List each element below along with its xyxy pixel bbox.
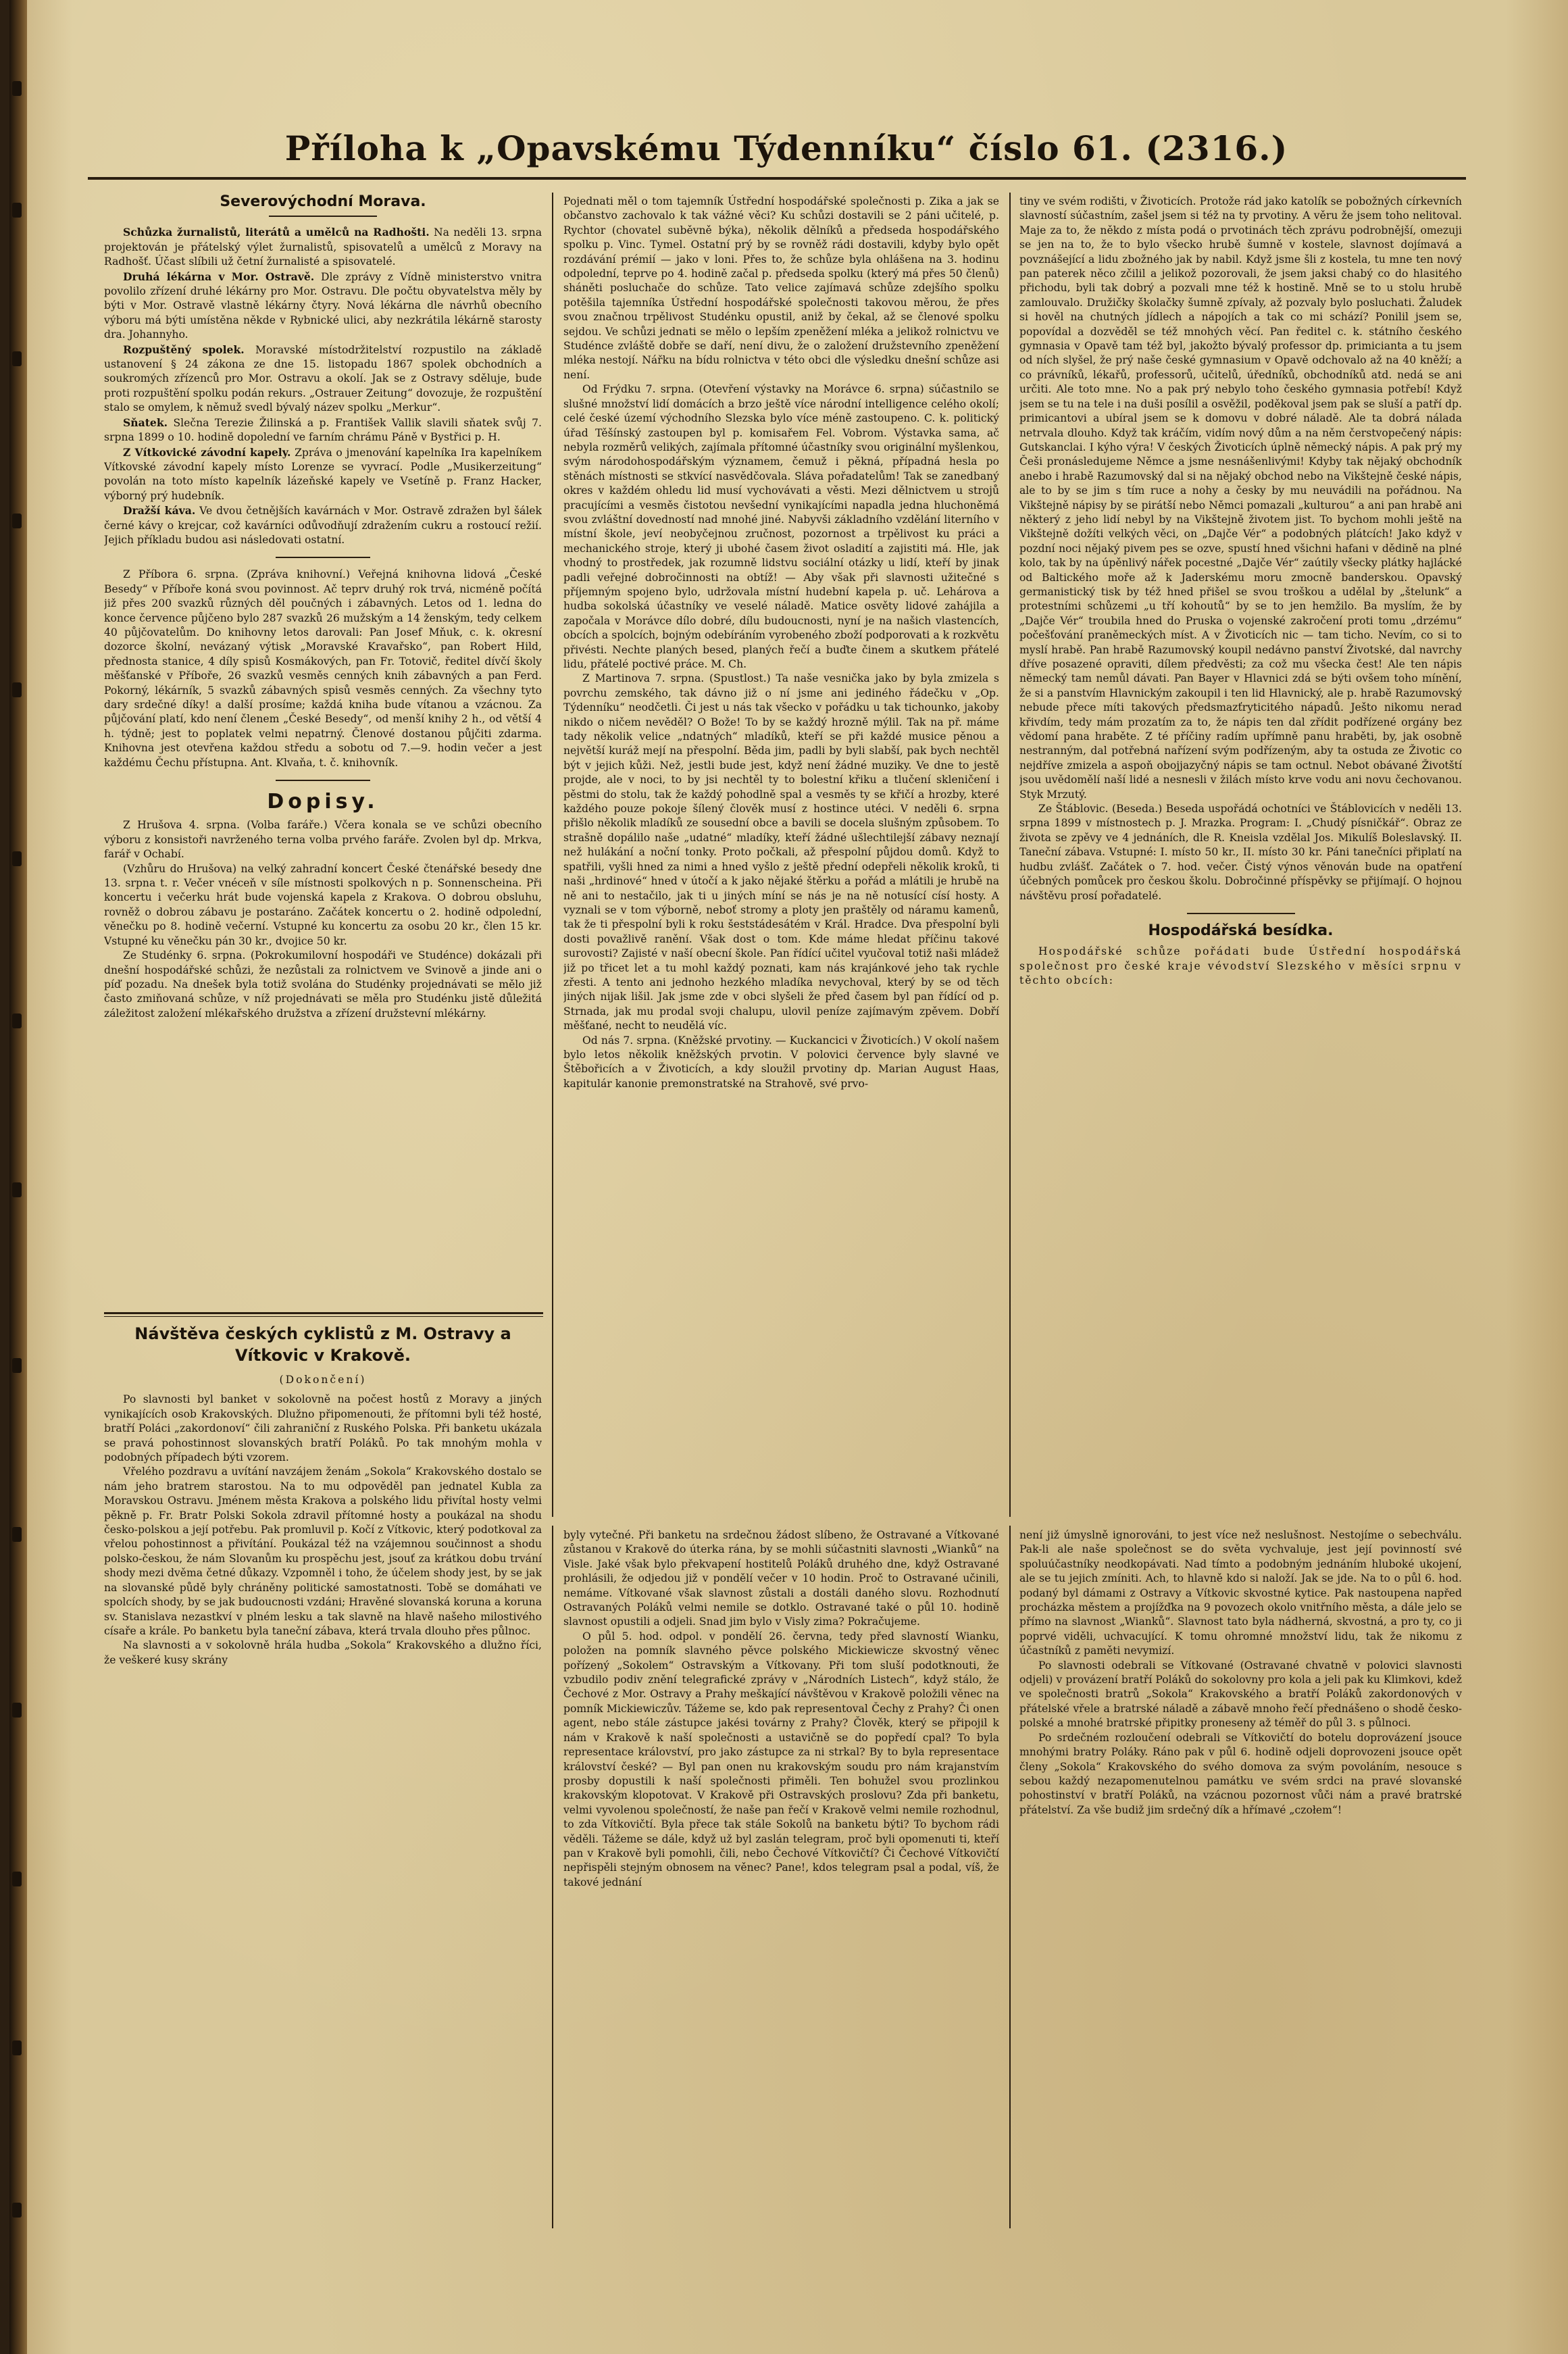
article-separator-top [104, 1312, 543, 1314]
header-rule [88, 177, 1466, 180]
section-title-dopisy: Dopisy. [267, 790, 379, 814]
article-stablovice: Ze Štáblovic. (Beseda.) Beseda uspořádá ochotníci ve Štáblovicích v neděli 13. srpna 1899 v místnostech p. J. Mrazka. Program: I. „Chudý písničkář“. Obraz ze života se zpěvy ve 4 jednáních, dle R. Kneisla vzdělal Jos. Mikulíš Boleslavský. II. Taneční zábava. Vstupné: I. místo 50 kr., II. místo 30 kr. Páni tanečníci připlatí na hudbu zvlášť. Začátek o 7. hod. večer. Čistý výnos věnován bude na opatření účebných pomůcek pro českou školu. Dobročinné příspěvky se přijímají. O hojnou návštěvu prosí pořadatelé. [1019, 803, 1462, 902]
article-hrusov-koncert: (Vzhůru do Hrušova) na velký zahradní koncert České čtenářské besedy dne 13. srpna t. r. Večer vnéceň v síle místnosti spolkových n p. Sonnenscheina. Při koncertu i večerku hrát bude vojenská kapela z Krakova. O dobrou obsluhu, rovněž o dobrou zábavu je postaráno. Začátek koncertu o 2. hodině odpolední, věnečku po 8. hodině večerní. Vstupné ku koncertu za osobu 20 kr., člen 15 kr. Vstupné ku věnečku pán 30 kr., dvojice 50 kr. [104, 862, 542, 947]
article-kava: Dražší káva. Ve dvou četnějších kavárnách v Mor. Ostravě zdražen byl šálek černé kávy o krejcar, což kavárníci odůvodňují zdražením cukru a rostoucí režií. Jejich příkladu budou asi následovati ostatní. [104, 504, 542, 546]
article-hrusov-volba: Z Hrušova 4. srpna. (Volba faráře.) Včera konala se ve schůzi obecního výboru z konsistoři navrženého terna volba prvého faráře. Zvolen byl dp. Mrkva, farář v Ochabí. [104, 819, 542, 861]
column-3 [1019, 195, 1462, 1505]
navsteva-cont-1: byly vytečné. Při banketu na srdečnou žádost slíbeno, že Ostravané a Vítkované zůstanou v Krakově do úterka rána, by se mohli súčastniti slavnosti „Wianků“ na Visle. Jaké však bylo překvapení hostitelů Poláků druhého dne, když Ostravané prohlásili, že odjedou již v pondělí večer v 10 hodin. Proč to Ostravané učinili, nemáme. Vítkované však slavnost zůstali a dostáli daného slovu. Rozhodnutí Ostravaných Poláků velmi nemile se dotklo. Ostravané také o půl 10. hodině slavnost opustili a odjeli. Snad jim bylo v Visly zima? Pokračujeme. [563, 1529, 999, 1628]
column-1-lower [104, 1323, 542, 2195]
navsteva-cont-5: Po srdečném rozloučení odebrali se Vítkovičtí do botelu doprovázení jsouce mnohými bratry Poláky. Ráno pak v půl 6. hodině odjeli doprovozeni jsouce opět členy „Sokola“ Krakovského do svého domova za svým povoláním, nesouce s sebou každý nezapomenutelnou památku ve svém srdci na pravé slovanské pohostinství v bratří Poláků, na vzácnou pozornost vůči nám a pravé bratrské přátelství. Za vše budiž jim srdečný dík a hřímavé „czołem“! [1019, 1731, 1462, 1816]
article-pribor: Z Příbora 6. srpna. (Zpráva knihovní.) Veřejná knihovna lidová „České Besedy“ v Příboře koná svou povinnost. Ač teprv druhý rok trvá, nicméně počítá již přes 200 svazků různých děl poučných i zábavných. Letos od 1. ledna do konce července půjčeno bylo 287 svazků 26 mužským a 14 ženským, tedy celkem 40 půjčovatelům. Do knihovny letos darovali: Pan Josef Mňuk, c. k. okresní dozorce školní, nevázaný výtisk „Moravské Kravařsko“, pan Robert Hild, přednosta stanice, 4 díly spisů Kosmákových, pan Fr. Totovič, ředitel dívčí školy měšťanské v Příboře, 26 svazků vesměs cenných knih zábavných a pan Ferd. Pokorný, lékárník, 5 svazků zábavných spisů vesměs cenných. Za všechny tyto dary srdečné díky! a další prosíme; každá kniha bude vítanou a vzácnou. Za půjčování platí, kdo není členem „České Besedy“, od menší knihy 2 h., od větší 4 h. týdně; jest to poplatek velmi nepatrný. Členové dostanou půjčiti zdarma. Knihovna jest otevřena každou středu a sobotu od 7.—9. hodin večer a jest každému Čechu přístupna. Ant. Klvaňa, t. č. knihovník. [104, 568, 542, 769]
article-snatek: Sňatek. Slečna Terezie Žilinská a p. František Vallik slavili sňatek svůj 7. srpna 1899 o 10. hodině dopolední ve farním chrámu Páně v Bystřici p. H. [104, 416, 542, 444]
article-spolek: Rozpuštěný spolek. Moravské místodržitelství rozpustilo na základě ustanovení § 24 zákona ze dne 15. listopadu 1867 spolek obchodních a soukromých zřízenců pro Mor. Ostravu a okolí. Jak se z Ostravy sděluje, bude proti rozpuštění spolku podán rekurs. „Ostrauer Zeitung“ dovozuje, že rozpuštění stalo se omylem, k němuž svedl bývalý název spolku „Merkur“. [104, 343, 542, 414]
article-studenka-cont: Pojednati měl o tom tajemník Ústřední hospodářské společnosti p. Zika a jak se občanstvo zachovalo k tak vážné věci? Ku schůzi dostavili se 2 páni učitelé, p. Rychtor (chovatel suběvně býka), několik dělníků a předseda hospodářského spolku p. Vinc. Tymel. Ostatní prý by se rovněž rádi dostavili, kdyby bylo opět rozdávání prémií — jako v loni. Přes to, že schůze byla ohlášena na 3. hodinu odpolední, teprve po 4. hodině začal p. předseda spolku (který má přes 50 členů) sháněti posluchače do schůze. Tato velice zajímavá schůze zdejšího spolku potěšila tajemníka Ústřední hospodářské společnosti takovou měrou, že přes svou značnou trpělivost Studénku opustil, aniž by čekal, až se členové spolku sejdou. Ve schůzi jednati se mělo o lepším zpeněžení mléka a jelikož rolnictvu ve Studénce zvláště dobře se daří, není divu, že o založení družstevního zpeněžení mléka nestojí. Nářku na bídu rolnictva v této obci dle výsledku dnešní schůze asi není. [563, 195, 999, 381]
navsteva-para-3: Na slavnosti a v sokolovně hrála hudba „Sokola“ Krakovského a dlužno říci, že veškeré kusy skrány [104, 1639, 542, 1666]
section-rule [269, 216, 377, 217]
article-zivotice-cont: tiny ve svém rodišti, v Životicích. Protože rád jako katolík se pobožných církevních slavností súčastním, zašel jsem si též na ty prvotiny. A věru že jsem toho nelitoval. Maje za to, že někdo z místa podá o prvotinách těch zprávu podrobnější, omezuji se jen na to, že to bylo všecko hrubě šumně v kostele, slavnost dojímavá a povznášející a lidu zbožného jak by nabil. Když jsme šli z kostela, tu mne ten nový pan paterek něco zčilil a jelikož pozorovali, že jsem jaksi chabý co do hlasitého přichodu, byli tak dobrý a pozvali mne též k hostině. Mně se to u stolu hrubě zamlouvalo. Družičky školačky šumně zpívaly, až pozvaly bylo posluchati. Žaludek si hověl na chutných jídlech a nápojích a tak co mi schází? Ponilil jsem se, popovídal a dozvěděl se též mnohých věcí. Pan ředitel c. k. státního českého gymnasia v Opavě tam též byl, jakožto bývalý professor dp. primicianta a tu jsem od ních slyšel, že prý naše české gymnasium v Opavě odchovalo až na 40 kněží; a co právníků, lékařů, professorů, učitelů, úředníků, obchodníků atd. nedá se ani určiti. Ale toto mne. No a pak prý nebylo toho českého gymnasia potřebí! Když jsem se tu na tele i na duši posílil a osvěžil, poděkoval jsem pak se sluší a patří dp. primicantovi a ubíral jsem se k domovu v dobré náladě. Ale ta dobrá nálada netrvala dlouho. Když tak kráčím, vidím nový dům a na něm čerstvopečený nápis: Gutskanclai. I kýho výra! V českých Životicích úplně německý nápis. A pak prý my Češi pronásledujeme Němce a jsme nesnášenlivými! Kdyby tak nějaký obchodník anebo i hrabě Razumovský dal si na nějaký obchod nebo na Vikštejně české nápis, ale to by se jim s tím ruce a nohy a česky by mu neuvádili na pořádnou. Na Vikštejně nápisy by se pirátší nebo Němci pomazali „kulturou“ a ani pan hrabě ani některý z jeho lidí nebyl by na Vikštejně životem jist. To bychom mohli ještě na Vikštejně dožíti velkých věci, on „Dajče Vér“ a podobných plátcích! Jako když v pozdní noci nějaký pivem pes se ozve, spustí hned všichni hafani v dědině na plné kolo, tak by na úpěnlivý nářek pocestné „Dajče Vér“ zaútily všecky plátky hajlácké od Baltického moře až k Jaderskému moru zmocně banderskou. Opavský germanistický tisk by též hned přišel se svou troškou a udělal by „štelunk“ a protestními schůzemi „u tří kohoutů“ by se to jen hemžilo. Ba myslím, že by „Dajče Vér“ troubila hned do Pruska o vojenské zakročení proti tomu „drzému“ počešťování praněmeckých míst. A v Životicích nic — tam ticho. Nevím, co si to myslí hrabě. Pan hrabě Razumovský koupil nedávno panství Životské, dal navrchy dříve posazené opraviti, dílem předvěsti; za což mu všecka čest! Ale ten nápis německý tam nemůl dávati. Pan Bayer v Hlavnici zdá se býti ovšem toho mínění, že si a panstvím Hlavnickým zakoupil i ten lid Hlavnický, ale p. hrabě Razumovský nebude přece míti takových předsmazťryticitého nápadů. Ješto nikomu nerad křivdím, tedy mám prozatím za to, že nápis ten dal zřídit podřízené orgány bez vědomí pana hraběte. Z té příčiny radím upřímně panu hraběti, by, jak osobně nestranným, dal potřebná nařízení svým podřízeným, aby ta ostuda ze Životic co nejdříve zmizela a aspoň obojjazyčný nápis se tam octnul. Nebot obávané Životští jsou uvědomělí naší lidé a nesnesli v žilách místo krve vodu ani novu čechovanou. Styk Mrzutý. [1019, 195, 1462, 801]
article-studenka: Ze Studénky 6. srpna. (Pokrokumilovní hospodáři ve Studénce) dokázali při dnešní hospodářské schůzi, že nezůstali za rolnictvem ve Svinově a jinde ani o píď pozadu. Na dnešek byla totiž svolána do Studénky projednávati se mělo již často zmiňovaná schůze, v níž projednávati se měla pro Studénku jistě důležitá záležitost založení mlékařského družstva a zřízení družstevní mlékárny. [104, 949, 542, 1020]
newspaper-page [9, 0, 1568, 2354]
article-frydek: Od Frýdku 7. srpna. (Otevření výstavky na Morávce 6. srpna) súčastnilo se slušné množství lidí domácích a brzo ještě více národní intelligence celého okolí; celé české území východního Slezska bylo více méně zastoupeno. C. k. politický úřad Těšínský zastoupen byl p. komisařem Fel. Vobrom. Výstavka sama, ač nebyla rozměrů velikých, zajímala přítomné účastníky svou originální myšlenkou, svým národohospodářským významem, čemuž i pěkná, případná hesla po stěnách místnosti se stkvící nasvědčovala. Sláva pořadatelům! Tak se zanedbaný okres v každém ohledu lid musí vychovávati a věsti. Mezi dělnictvem u strojů pracujícími a vesměs čistotou nevšední vynikajícími napadla jedna hluchoněmá svou zvláštní dovedností nad mnohé jiné. Nabyvši základního vzdělání literního v místní škole, jeví neobyčejnou zručnost, pozornost a trpělivost ku práci a mechanického stroje, který ji ubohé časem život osladití a zajistiti má. Hle, jak vhodný to prostředek, jak rozumně lidstvu sociální otázky u lidí, kteří by jinak padli veřejné dobročinnosti na obtíž! — Aby však při slavnosti užitečné s příjemným spojeno bylo, udržovala místní hudební kapela p. uč. Lehárova a hudba sokolská účastníky ve veselé náladě. Matice osvěty lidové zahájila a započala v Morávce dílo dobré, dílu budoucnosti, nyní je na našich vlastencích, obcích a spolcích, bojným odebíráním vyrobeného zboží podporovati a k rozkvětu přivésti. Nechte planých besed, planých řečí a buďte činem a skutkem přátelé lidu, přátelé poctivé práce. M. Ch. [563, 383, 999, 670]
article-lekarna: Druhá lékárna v Mor. Ostravě. Dle zprávy z Vídně ministerstvo vnitra povolilo zřízení druhé lékárny pro Mor. Ostravu. Dle počtu obyvatelstva měly by býti v Mor. Ostravě vlastně lékárny čtyry. Nová lékárna dle návrhů obecního výboru má býti umístěna někde v Rybnické ulici, aby nezkrátila lékárně starosty dra. Johannyho. [104, 270, 542, 341]
article-besidka-lead: Hospodářské schůze pořádati bude Ústřední hospodářská společnost pro české kraje vévodství Slezského v měsíci srpnu v těchto obcích: [1019, 945, 1462, 987]
section-title-morava: Severovýchodní Morava. [220, 195, 426, 210]
navsteva-cont-2: O půl 5. hod. odpol. v pondělí 26. června, tedy před slavností Wianku, položen na pomník slavného pěvce polského Mickiewicze skvostný věnec pořízený „Sokolem“ Ostravským a Vítkovany. Při tom sluší podotknouti, že vzbudilo podiv znění telegrafické zprávy v „Národních Listech“, když stálo, že Čechové z Mor. Ostravy a Prahy meškající návštěvou v Krakově položili věnec na pomník Mickiewiczův. Tážeme se, kdo pak representoval Čechy z Prahy? Či onen agent, nebo stále zástupce jakési továrny z Prahy? Člověk, který se připojil k nám v Krakově k naší společnosti a ustavičně se do popředí cpal? To byla representace království, pro jako zástupce za ni strkal? By to byla representace království české? — Byl pan onen nu krakovským soudu pro nám krajanstvím prosby dopustili k naší společnosti přiměli. Ten bohužel svou prozlinkou krakovským klopotovat. V Krakově při Ostravských proslovu? Zda při banketu, velmi vyvolenou společností, že naše pan řečí v Krakově velmi nemile rozhodnul, to zda Vítkovičtí. Byla přece tak stále Sokolů na banketu býti? To bychom rádi věděli. Tážeme se dále, když už byl zaslán telegram, proč byli opomenuti ti, kteří pan v Krakově byli pomohli, čili, nebo Čechové Vítkovičtí? Či Čechové Vítkovičtí nepřispěli stejným obnosem na věnec? Pane!, kdos telegram psal a podal, víš, že takové jednání [563, 1630, 999, 1888]
article-separator-top-thin [104, 1316, 543, 1317]
column-rule-1 [552, 193, 553, 1517]
column-rule-4 [1009, 1526, 1011, 2228]
column-rule-3 [552, 1526, 553, 2228]
section-title-besidka: Hospodářská besídka. [1148, 922, 1334, 939]
section-rule-4 [1187, 913, 1295, 914]
navsteva-cont-4: Po slavnosti odebrali se Vítkované (Ostravané chvatně v polovici slavnosti odjeli) v provázení bratří Poláků do sokolovny pro kola a jeli pak ku Klimkovi, kdež ve společnosti bratrů „Sokola“ Krakovského a bratří Poláků zakordonových v přátelské vřele a bratrské náladě a zábavě mnoho řečí přednášeno o shodě česko-polské a mnohé bratrské připitky proneseny až téměř do půl 3. s půlnoci. [1019, 1659, 1462, 1730]
page-header-title: Příloha k „Opavskému Týdenníku“ číslo 61. (2316.) [284, 128, 1288, 168]
column-3-lower [1019, 1528, 1462, 2204]
navsteva-para-1: Po slavnosti byl banket v sokolovně na počest hostů z Moravy a jiných vynikajících osob Krakovských. Dlužno připomenouti, že přítomni byli též hosté, bratří Poláci „zakordonoví“ čili zahraniční z Ruského Polska. Při banketu ukázala se pravá pohostinnost slovanských bratří Poláků. Po tak mnohým mohla v podobných případech býti vzorem. [104, 1393, 542, 1464]
article-kapela: Z Vítkovické závodní kapely. Zpráva o jmenování kapelníka Ira kapelníkem Vítkovské závodní kapely místo Lorenze se vyvrací. Podle „Musikerzeitung“ povolán na toto místo kapelník lázeňské kapely ve Vsetíně p. Franz Hacker, výborný prý hudebník. [104, 445, 542, 502]
column-2 [563, 195, 999, 1505]
section-rule-2 [276, 557, 370, 558]
article-od-nas: Od nás 7. srpna. (Kněžské prvotiny. — Kuckancici v Životicích.) V okolí našem bylo letos několik kněžských prvotin. V polovici července byly slavné ve Štěbořicích a v Životicích, a kdy sloužil prvotiny dp. Marian August Haas, kapitulár kanonie premonstratské na Strahově, své prvo- [563, 1034, 999, 1090]
article-schuzka: Schůzka žurnalistů, literátů a umělců na Radhošti. Na neděli 13. srpna projektován je přátelský výlet žurnalistů, spisovatelů a umělců z Moravy na Radhošť. Účast slíbili už četní žurnalisté a spisovatelé. [104, 226, 542, 268]
article-martinov: Z Martinova 7. srpna. (Spustlost.) Ta naše vesnička jako by byla zmizela s povrchu zemského, tak dávno již o ní jsme ani jediného řádečku v „Op. Týdenníku“ neodčetli. Či jest u nás tak všecko v pořádku u tak tichounko, jakoby nikdo o ničem nevěděl? O Bože! To by se každý hrozně mýlil. Tak na př. máme tady několik velice „ndatných“ mladíků, kteří se při každé musice pěnou a největší kuráž mejí na přespolní. Běda jim, padli by byli slabší, pak bych nechtěl být v jejich kůži. Než, jestli bude jest, když není žádné muziky. Ve dne to jestě projde, ale v noci, to by jsi nechtěl ty to bolestní křiku a tlučení skleničení i pěstmi do stolu, tak že každý pohodlně spal a vesměs ty se křičí a hrozby, které každého pouze pokoje šílený člověk musí z hostince utéci. V neděli 6. srpna přišlo několik mladíků ze sousední obce a bavili se docela slušným způsobem. To strašně dopálilo naše „udatné“ mladíky, kteří žádné ušlechtilejší zábavy neznají než hulákání a noční tonky. Proto počkali, až přespolní půjdou domů. Když to spatřili, vyšli hned za nimi a hned vyšlo z ještě přední odepřeli několik kroků, ti naši „hrdinové“ hned v útočí a k jako nějaké štěrku a pořád a mlátili je hrubě na ně ani to nestačilo, jak ti u jiných míní se nás je na ně notusící císí hosty. A vyznali se v tom výborně, neboť stromy a ploty jen praštěly od náramu kamenů, tak že ti přespolní byli k roku šeststádesátém v Král. Hradce. Dva přespolní byli dosti považlivě ranění. Však dost o tom. Kde máme hledat příčinu takové surovosti? Zajisté v naší obecní škole. Pan řídící učitel vyučoval totiž naši mládež již po třicet let a tu mohl každý poznati, kam nás krajánkové jeho tak rychle zřesti. A tento ani jednoho hezkého mladíka nevychoval, který by se od těch jiných nijak lišil. Jak jsme zde v obci slyšeli že před časem byl pan řídící od p. Strnada, jak mu prodal svoji chalupu, ulovil peníze zajímavým zpěvem. Dobří měšťané, necht to neudělá víc. [563, 672, 999, 1032]
navsteva-cont-3: není již úmyslně ignorováni, to jest více než neslušnost. Nestojíme o sebechválu. Pak-li ale naše společnost se do světa vychvaluje, jest její povinností své spoluúčastníky neodkopávati. Nad tímto a podobným jednáním hluboké ukojení, ale se tu jejich zmíniti. Ach, to hlavně kdo si naloží. Jak se jde. Na to o půl 6. hod. podaný byl dámami z Ostravy a Vítkovic skvostné kytice. Pak nastoupena napřed procházka městem a projížďka na 9 povozech okolo vnitřního města, a dále jelo se přímo na slavnost „Wianků“. Slavnost tato byla nádherná, skvostná, a pro ty, co ji poprvé viděli, uchvacující. K tomu ohromné množství lidu, tak že nikomu z účastníků z paměti nevymizí. [1019, 1529, 1462, 1657]
article-subtitle-dokonceni: (Dokončení) [279, 1374, 367, 1386]
navsteva-para-2: Vřelého pozdravu a uvítání navzájem ženám „Sokola“ Krakovského dostalo se nám jeho bratrem starostou. Na to mu odpověděl pan jednatel Kubla za Moravskou Ostravu. Jménem města Krakova a polského lidu přivítal hosty velmi pěkně p. Fr. Bratr Polski Sokola zdravil přítomné hosty a poukázal na shodu česko-polskou a její potřebu. Pak promluvil p. Kočí z Vítkovic, který podotkoval za vřelou pohostinnost a přivítání. Poukázal též na vzájemnou součinnost a shodu polsko-českou, že nám Slovanům ku prospěchu jest, jsouť za krátkou dobu trvání shody mezi dvěma četné důkazy. Vzpomněl i toho, že účelem shody jest, by se jak na slovanské půdě byly chráněny politické samostatnosti. Tobě se domáhati ve spolcích shody, by se jak budoucnosti vzdáni; Hravěné slovanská koruna a koruna sv. Stanislava nezastkví v plném lesku a tak slavně na hlavě našeho milostivého císaře a krále. Po banketu byla taneční zábava, která trvala dlouho přes půlnoc. [104, 1466, 542, 1637]
article-title-navsteva: Návštěva českých cyklistů z M. Ostravy a Vítkovic v Krakově. [134, 1324, 511, 1365]
column-1 [104, 195, 542, 1303]
section-rule-3 [276, 780, 370, 781]
column-2-lower [563, 1528, 999, 2204]
column-rule-2 [1009, 193, 1011, 1517]
